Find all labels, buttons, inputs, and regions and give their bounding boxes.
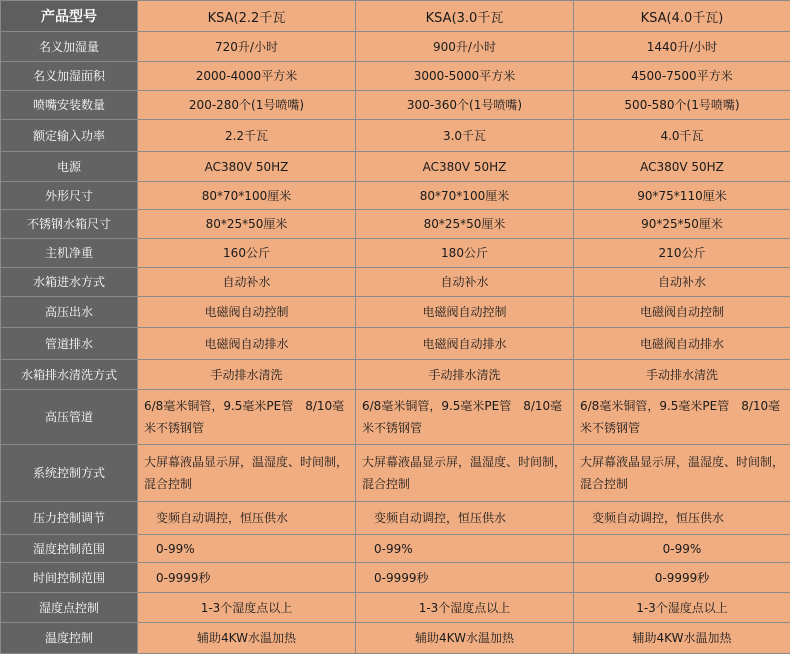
value-cell: 变频自动调控，恒压供水 xyxy=(574,502,790,535)
value-cell: 电磁阀自动排水 xyxy=(574,328,790,360)
value-cell: 电磁阀自动排水 xyxy=(356,328,574,360)
table-row xyxy=(1,593,790,623)
value-cell: 手动排水清洗 xyxy=(356,360,574,390)
row-label-cell: 温度控制 xyxy=(1,623,138,654)
value-cell: 80*25*50厘米 xyxy=(356,210,574,239)
value-cell: 90*75*110厘米 xyxy=(574,182,790,210)
row-label-cell: 压力控制调节 xyxy=(1,502,138,535)
header-model-cell: KSA(4.0千瓦) xyxy=(574,1,790,32)
row-label-cell: 喷嘴安装数量 xyxy=(1,91,138,120)
value-cell: 辅助4KW水温加热 xyxy=(574,623,790,654)
row-label-cell: 电源 xyxy=(1,152,138,182)
value-cell: 辅助4KW水温加热 xyxy=(356,623,574,654)
row-label-cell: 主机净重 xyxy=(1,239,138,268)
value-cell: AC380V 50HZ xyxy=(356,152,574,182)
row-label-cell: 额定输入功率 xyxy=(1,120,138,152)
row-label-cell: 名义加湿面积 xyxy=(1,62,138,91)
table-row xyxy=(1,268,790,297)
value-cell: 2000-4000平方米 xyxy=(138,62,356,91)
table-row xyxy=(1,120,790,152)
table-row xyxy=(1,328,790,360)
value-cell: 1-3个湿度点以上 xyxy=(138,593,356,623)
value-cell: AC380V 50HZ xyxy=(574,152,790,182)
table-row xyxy=(1,623,790,654)
value-cell: 210公斤 xyxy=(574,239,790,268)
value-cell: 6/8毫米铜管，9.5毫米PE管 8/10毫米不锈钢管 xyxy=(356,390,574,445)
value-cell: 500-580个(1号喷嘴) xyxy=(574,91,790,120)
table-row xyxy=(1,32,790,62)
value-cell: 2.2千瓦 xyxy=(138,120,356,152)
value-cell: 80*25*50厘米 xyxy=(138,210,356,239)
value-cell: 180公斤 xyxy=(356,239,574,268)
value-cell: 手动排水清洗 xyxy=(138,360,356,390)
table-row xyxy=(1,502,790,535)
table-row xyxy=(1,390,790,445)
value-cell: 4500-7500平方米 xyxy=(574,62,790,91)
value-cell: 大屏幕液晶显示屏，温湿度、时间制，混合控制 xyxy=(356,445,574,502)
table-row xyxy=(1,239,790,268)
value-cell: 辅助4KW水温加热 xyxy=(138,623,356,654)
value-cell: 自动补水 xyxy=(356,268,574,297)
table-row xyxy=(1,360,790,390)
row-label-cell: 水箱排水清洗方式 xyxy=(1,360,138,390)
row-label-cell: 高压管道 xyxy=(1,390,138,445)
header-label-cell: 产品型号 xyxy=(1,1,138,32)
value-cell: 80*70*100厘米 xyxy=(138,182,356,210)
value-cell: 1-3个湿度点以上 xyxy=(356,593,574,623)
value-cell: AC380V 50HZ xyxy=(138,152,356,182)
row-label-cell: 不锈钢水箱尺寸 xyxy=(1,210,138,239)
value-cell: 3.0千瓦 xyxy=(356,120,574,152)
header-model-cell: KSA(3.0千瓦 xyxy=(356,1,574,32)
table-row xyxy=(1,152,790,182)
value-cell: 1-3个湿度点以上 xyxy=(574,593,790,623)
value-cell: 变频自动调控，恒压供水 xyxy=(356,502,574,535)
value-cell: 900升/小时 xyxy=(356,32,574,62)
row-label-cell: 名义加湿量 xyxy=(1,32,138,62)
value-cell: 200-280个(1号喷嘴) xyxy=(138,91,356,120)
row-label-cell: 水箱进水方式 xyxy=(1,268,138,297)
value-cell: 电磁阀自动控制 xyxy=(574,297,790,328)
row-label-cell: 湿度点控制 xyxy=(1,593,138,623)
header-model-cell: KSA(2.2千瓦 xyxy=(138,1,356,32)
value-cell: 0-99% xyxy=(356,535,574,563)
value-cell: 6/8毫米铜管，9.5毫米PE管 8/10毫米不锈钢管 xyxy=(138,390,356,445)
value-cell: 160公斤 xyxy=(138,239,356,268)
spec-table-body xyxy=(1,32,790,654)
spec-table-header xyxy=(1,1,790,32)
table-row xyxy=(1,91,790,120)
value-cell: 4.0千瓦 xyxy=(574,120,790,152)
value-cell: 720升/小时 xyxy=(138,32,356,62)
value-cell: 0-9999秒 xyxy=(356,563,574,593)
header-row xyxy=(1,1,790,32)
value-cell: 电磁阀自动控制 xyxy=(138,297,356,328)
value-cell: 自动补水 xyxy=(574,268,790,297)
value-cell: 电磁阀自动排水 xyxy=(138,328,356,360)
value-cell: 80*70*100厘米 xyxy=(356,182,574,210)
value-cell: 90*25*50厘米 xyxy=(574,210,790,239)
value-cell: 大屏幕液晶显示屏，温湿度、时间制，混合控制 xyxy=(574,445,790,502)
value-cell: 1440升/小时 xyxy=(574,32,790,62)
row-label-cell: 外形尺寸 xyxy=(1,182,138,210)
row-label-cell: 管道排水 xyxy=(1,328,138,360)
value-cell: 手动排水清洗 xyxy=(574,360,790,390)
row-label-cell: 湿度控制范围 xyxy=(1,535,138,563)
value-cell: 300-360个(1号喷嘴) xyxy=(356,91,574,120)
row-label-cell: 时间控制范围 xyxy=(1,563,138,593)
value-cell: 大屏幕液晶显示屏，温湿度、时间制，混合控制 xyxy=(138,445,356,502)
value-cell: 6/8毫米铜管，9.5毫米PE管 8/10毫米不锈钢管 xyxy=(574,390,790,445)
table-row xyxy=(1,182,790,210)
row-label-cell: 系统控制方式 xyxy=(1,445,138,502)
value-cell: 0-9999秒 xyxy=(138,563,356,593)
value-cell: 0-99% xyxy=(138,535,356,563)
value-cell: 0-9999秒 xyxy=(574,563,790,593)
table-row xyxy=(1,62,790,91)
value-cell: 3000-5000平方米 xyxy=(356,62,574,91)
table-row xyxy=(1,210,790,239)
value-cell: 电磁阀自动控制 xyxy=(356,297,574,328)
value-cell: 自动补水 xyxy=(138,268,356,297)
table-row xyxy=(1,563,790,593)
table-row xyxy=(1,445,790,502)
value-cell: 变频自动调控，恒压供水 xyxy=(138,502,356,535)
row-label-cell: 高压出水 xyxy=(1,297,138,328)
table-row xyxy=(1,297,790,328)
table-row xyxy=(1,535,790,563)
value-cell: 0-99% xyxy=(574,535,790,563)
